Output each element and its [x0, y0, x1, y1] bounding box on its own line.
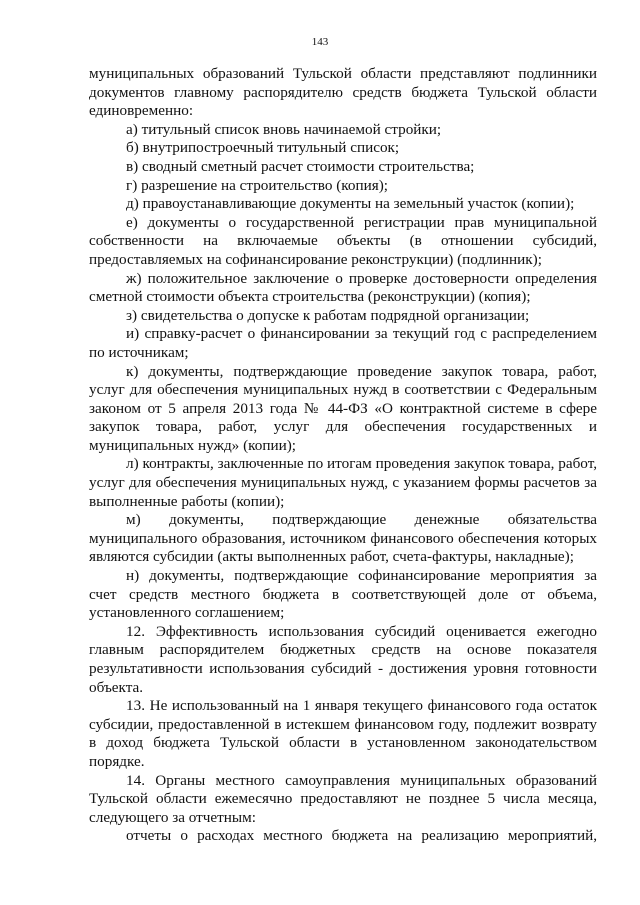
- list-item-l: л) контракты, заключенные по итогам проведения закупок товара, работ, услуг для обеспечения муниципальных нужд, с указанием формы расчетов за выполненные работы (копии);: [89, 455, 597, 510]
- clause-12: 12. Эффективность использования субсидий оценивается ежегодно главным распорядителем бюджетных средств на основе показателя результативности использования субсидий - достижения уровня готовности объекта.: [89, 622, 597, 696]
- list-item-m: м) документы, подтверждающие денежные обязательства муниципального образования, источником финансового обеспечения которых являются субсидии (акты выполненных работ, счета-фактуры, накладные);: [89, 511, 597, 566]
- clause-14: 14. Органы местного самоуправления муниципальных образований Тульской области ежемесячно предоставляют не позднее 5 числа месяца, следующего за отчетным:: [89, 771, 597, 826]
- paragraph-intro: муниципальных образований Тульской области представляют подлинники документов главному распорядителю средств бюджета Тульской области единовременно:: [89, 65, 597, 120]
- clause-14-continuation: отчеты о расходах местного бюджета на реализацию мероприятий,: [126, 827, 597, 845]
- list-item-a: а) титульный список вновь начинаемой стройки;: [126, 120, 442, 138]
- page-number: 143: [311, 36, 329, 48]
- list-item-z: з) свидетельства о допуске к работам подрядной организации;: [126, 306, 530, 324]
- list-item-b: б) внутрипостроечный титульный список;: [126, 139, 400, 157]
- list-item-k: к) документы, подтверждающие проведение закупок товара, работ, услуг для обеспечения муниципальных нужд в соответствии с Федеральным законом от 5 апреля 2013 года № 44-ФЗ «О контрактной системе в сфере закупок товара, работ, услуг для обеспечения государственных и муниципальных нужд» (копии);: [89, 362, 597, 454]
- list-item-n: н) документы, подтверждающие софинансирование мероприятия за счет средств местного бюджета в соответствующей доле от объема, установленного соглашением;: [89, 567, 597, 622]
- list-item-zh: ж) положительное заключение о проверке достоверности определения сметной стоимости объекта строительства (реконструкции) (копия);: [89, 269, 597, 306]
- document-body: [89, 65, 597, 846]
- clause-13: 13. Не использованный на 1 января текущего финансового года остаток субсидии, предоставленной в истекшем финансовом году, подлежит возврату в доход бюджета Тульской области в установленном законодательством порядке.: [89, 697, 597, 770]
- list-item-e: е) документы о государственной регистрации прав муниципальной собственности на включаемые объекты (в отношении субсидий, предоставляемых на софинансирование реконструкции) (подлинник);: [89, 213, 597, 268]
- list-item-i: и) справку-расчет о финансировании за текущий год с распределением по источникам;: [89, 325, 597, 361]
- list-item-g: г) разрешение на строительство (копия);: [126, 176, 389, 194]
- list-item-v: в) сводный сметный расчет стоимости строительства;: [126, 157, 475, 175]
- list-item-d: д) правоустанавливающие документы на земельный участок (копии);: [126, 195, 575, 213]
